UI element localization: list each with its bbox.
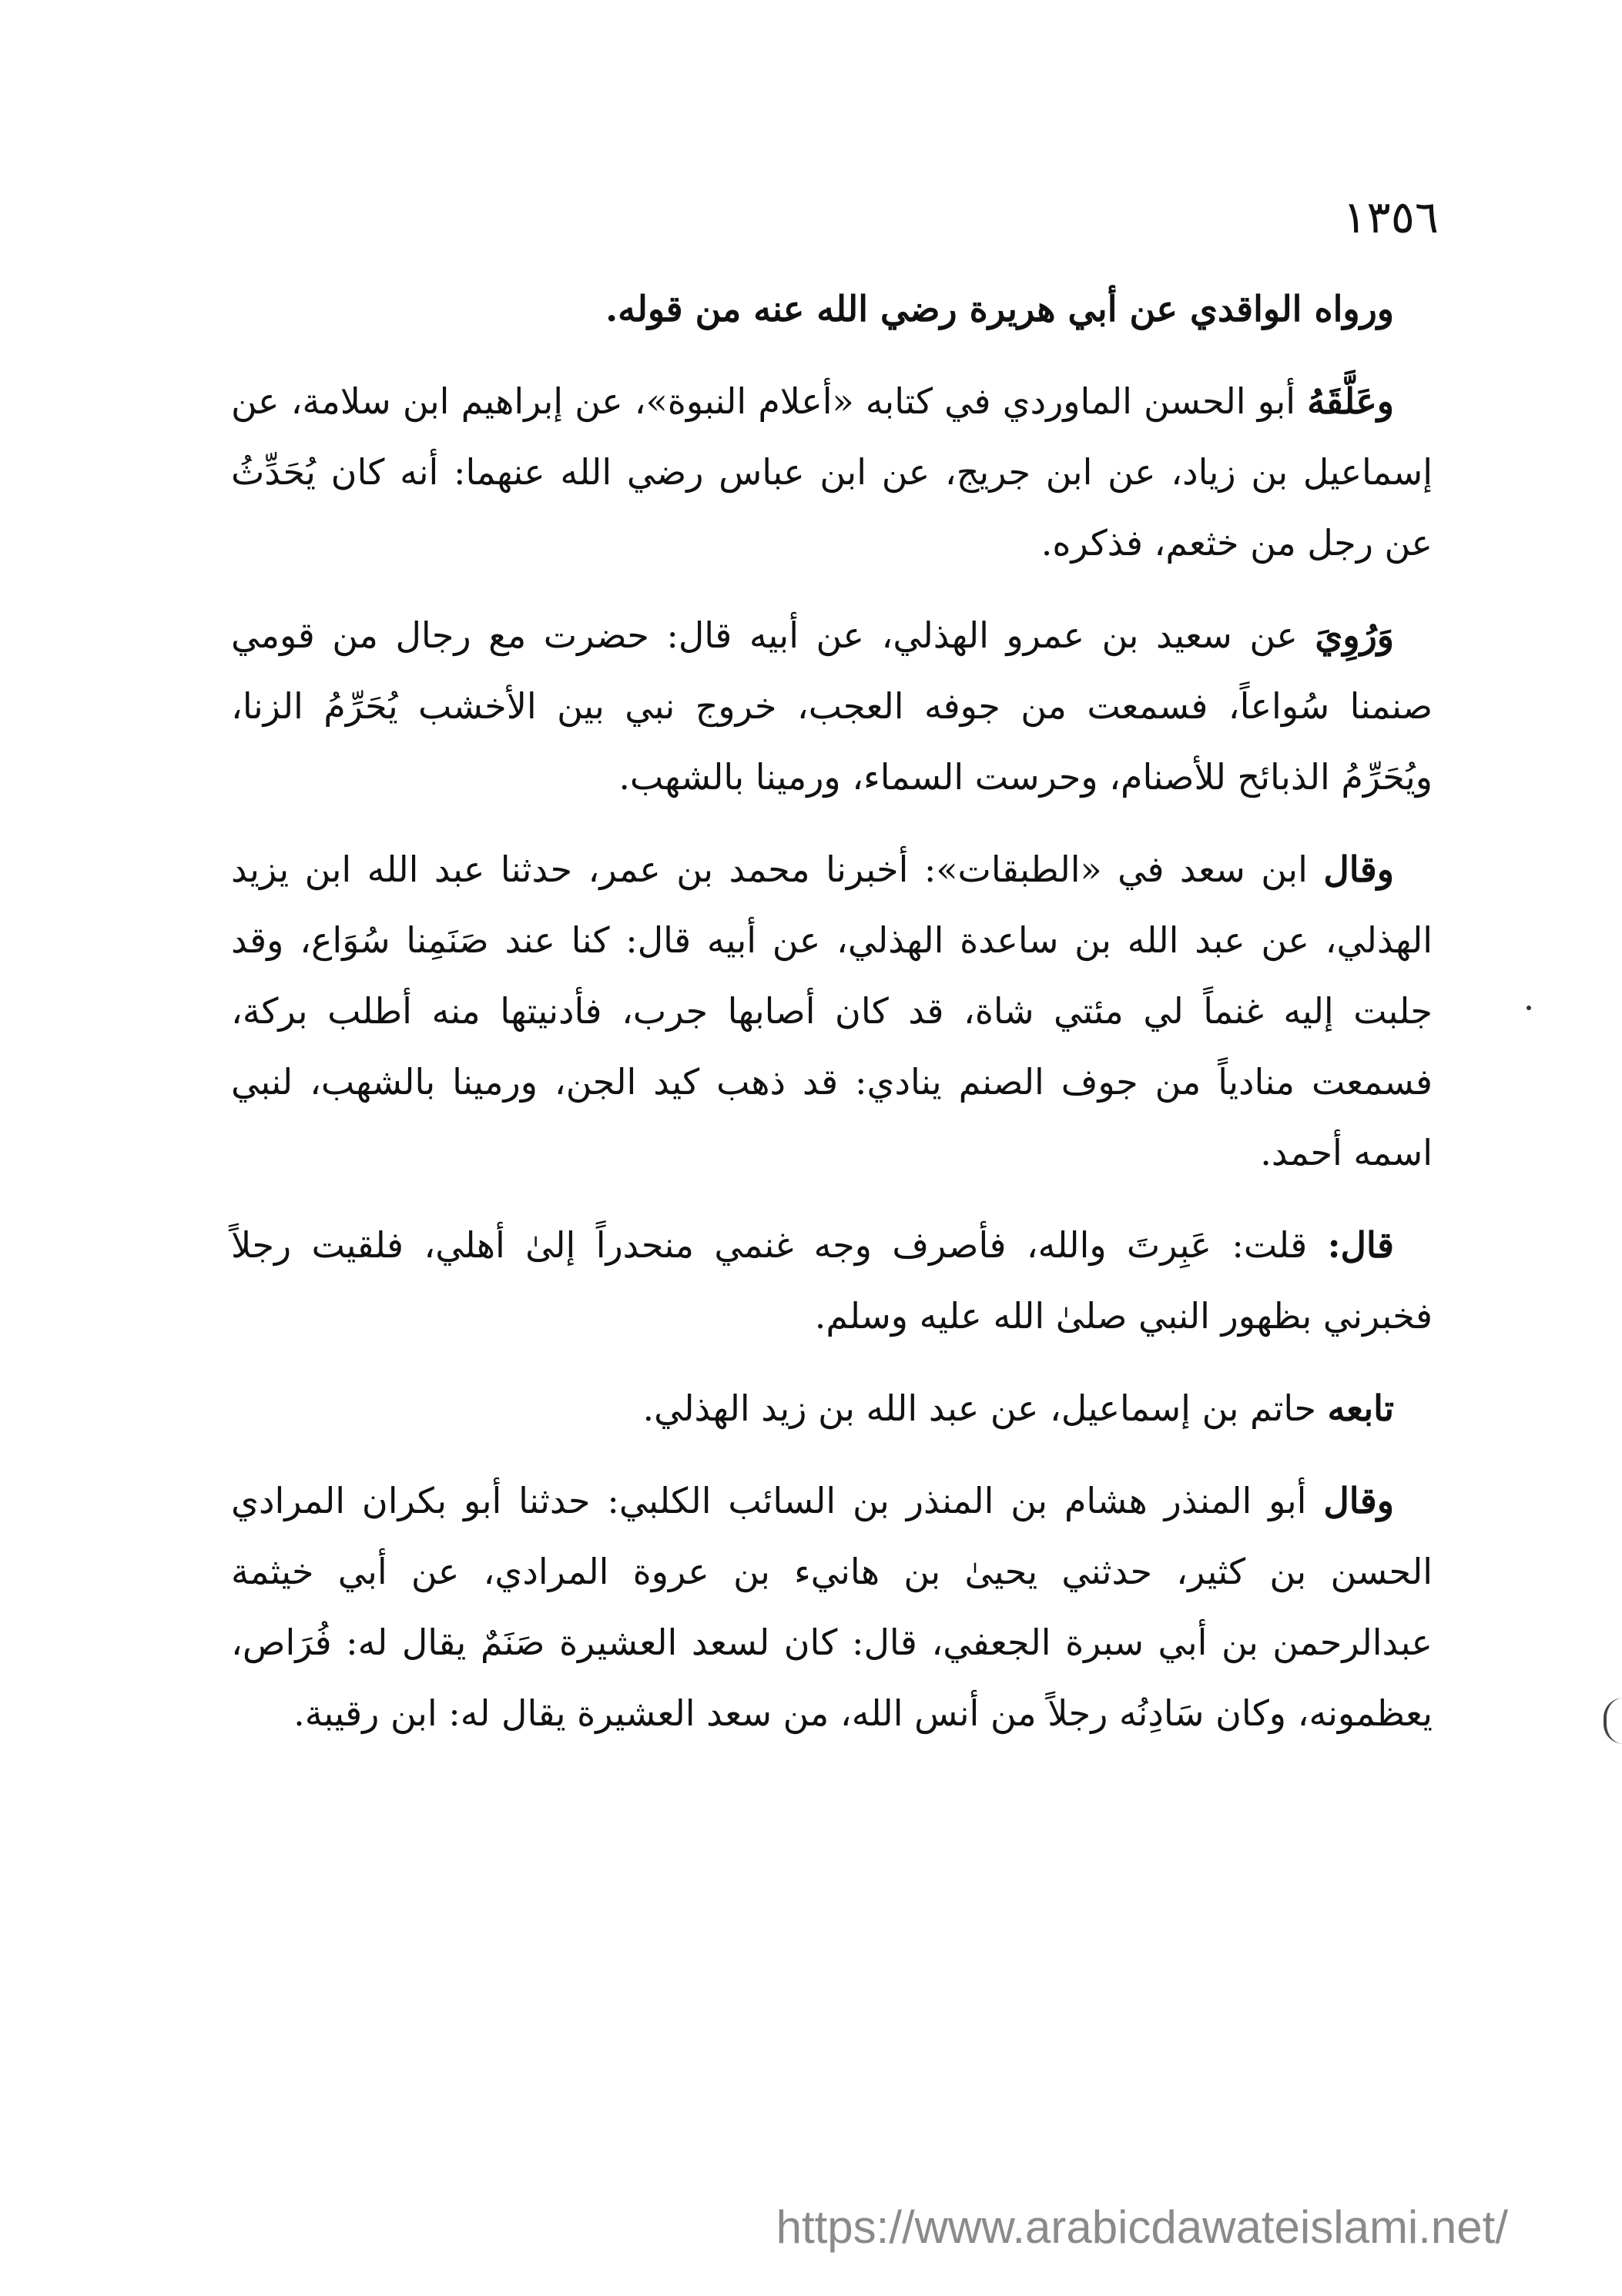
paragraph-6-lead: تابعه	[1327, 1387, 1394, 1429]
paragraph-3-lead: وَرُوِيَ	[1315, 614, 1394, 656]
paragraph-4-text: ابن سعد في «الطبقات»: أخبرنا محمد بن عمر، حدثنا عبد الله ابن يزيد الهذلي، عن عبد الله بن ساعدة الهذلي، عن أبيه قال: كنا عند صَنَمِنا سُوَاع، وقد جلبت إليه غنماً لي مئتي شاة، قد كان أصابها جرب، فأدنيتها منه أطلب بركة، فسمعت منادياً من جوف الصنم ينادي: قد ذهب كيد الجن، ورمينا بالشهب، لنبي اسمه أحمد.	[231, 848, 1433, 1173]
paragraph-3-text: عن سعيد بن عمرو الهذلي، عن أبيه قال: حضرت مع رجال من قومي صنمنا سُواعاً، فسمعت من جوفه العجب، خروج نبي بين الأخشب يُحَرِّمُ الزنا، ويُحَرِّمُ الذبائح للأصنام، وحرست السماء، ورمينا بالشهب.	[231, 614, 1433, 798]
margin-mark	[1604, 1698, 1622, 1744]
paragraph-7	[231, 1465, 1433, 1749]
paragraph-1	[231, 273, 1433, 344]
main-text	[231, 273, 1433, 1770]
paragraph-2-text: أبو الحسن الماوردي في كتابه «أعلام النبوة»، عن إبراهيم ابن سلامة، عن إسماعيل بن زياد، عن ابن جريج، عن ابن عباس رضي الله عنهما: أنه كان يُحَدِّثُ عن رجل من خثعم، فذكره.	[231, 380, 1433, 564]
paragraph-5-text: قلت: عَبِرتَ والله، فأصرف وجه غنمي منحدراً إلىٰ أهلي، فلقيت رجلاً فخبرني بظهور النبي صلىٰ الله عليه وسلم.	[231, 1224, 1433, 1337]
paragraph-3	[231, 600, 1433, 812]
paragraph-6-text: حاتم بن إسماعيل، عن عبد الله بن زيد الهذلي.	[642, 1387, 1328, 1429]
page-number: ١٣٥٦	[1342, 191, 1439, 243]
paragraph-5	[231, 1210, 1433, 1351]
watermark-url: https://www.arabicdawateislami.net/	[776, 2201, 1508, 2253]
dot-mark	[1526, 1006, 1531, 1010]
paragraph-7-text: أبو المنذر هشام بن المنذر بن السائب الكلبي: حدثنا أبو بكران المرادي الحسن بن كثير، حدثني يحيىٰ بن هانيء بن عروة المرادي، عن أبي خيثمة عبدالرحمن بن أبي سبرة الجعفي، قال: كان لسعد العشيرة صَنَمٌ يقال له: فُرَاص، يعظمونه، وكان سَادِنُه رجلاً من أنس الله، من سعد العشيرة يقال له: ابن رقيبة.	[231, 1480, 1433, 1734]
paragraph-6	[231, 1373, 1433, 1444]
paragraph-4	[231, 834, 1433, 1188]
paragraph-2-lead: وعَلَّقَهُ	[1307, 380, 1394, 422]
paragraph-5-lead: قال:	[1327, 1224, 1394, 1266]
paragraph-2	[231, 366, 1433, 578]
paragraph-4-lead: وقال	[1323, 848, 1394, 890]
paragraph-7-lead: وقال	[1323, 1480, 1394, 1521]
paragraph-1-text: ورواه الواقدي عن أبي هريرة رضي الله عنه من قوله.	[605, 288, 1394, 330]
